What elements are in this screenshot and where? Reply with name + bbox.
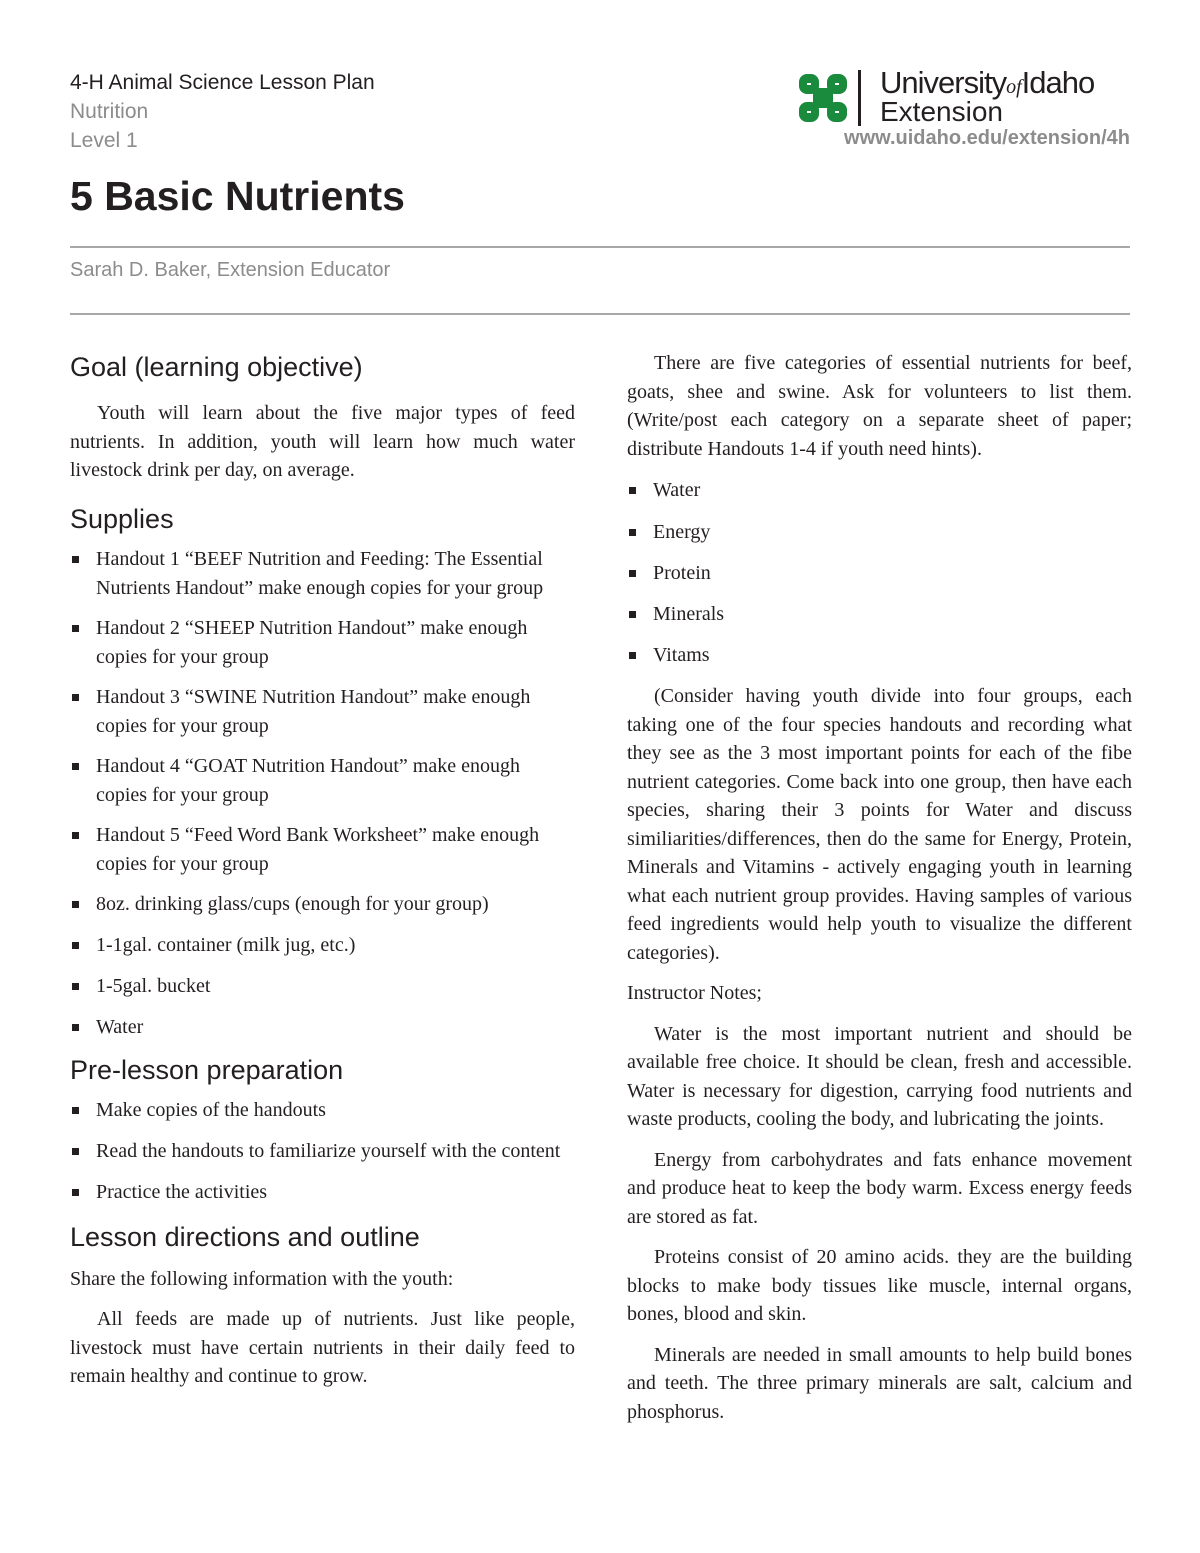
water-note: Water is the most important nutrient and should be available free choice. It should be clean, fresh and accessible. Water is necessary for digestion, carrying food nutrients and waste products, cooling the body, and lubricating the joints. [627,1022,1132,1130]
consider-text: (Consider having youth divide into four groups, each taking one of the four species handouts and recording what they see as the 3 most important points for each of the fibe nutrient categories. Come back into one group, then have each species, sharing their 3 points for Water and discuss similiarities/differences, then do the same for Energy, Protein, Minerals and Vitamins - actively engaging youth in learning what each nutrient group provides. Having samples of various feed ingredients would help youth to visualize the different categories). [627,685,1132,964]
list-item: Handout 3 “SWINE Nutrition Handout” make enough copies for your group [70,683,575,741]
goal-heading: Goal (learning objective) [70,352,363,382]
series-title: 4-H Animal Science Lesson Plan [70,71,375,94]
proteins-note: Proteins consist of 20 amino acids. they are the building blocks to make body tissues like muscle, internal organs, bones, blood and skin. [627,1246,1132,1325]
page-title: 5 Basic Nutrients [70,173,405,219]
list-item: Read the handouts to familiarize yourself with the content [70,1137,575,1166]
logo-extension: Extension [880,96,1003,127]
divider-bottom [70,313,1130,315]
list-item: Make copies of the handouts [70,1096,575,1125]
author-line: Sarah D. Baker, Extension Educator [70,259,391,281]
list-item: Protein [627,559,1132,588]
list-item: 8oz. drinking glass/cups (enough for your group) [70,890,575,919]
prelesson-list [70,1096,575,1207]
lesson-text: All feeds are made up of nutrients. Just like people, livestock must have certain nutrients in their daily feed to remain healthy and continue to grow. [70,1308,575,1387]
supplies-list [70,545,575,1042]
series-topic: Nutrition [70,100,149,123]
logo-university-name: UniversityofIdaho [880,65,1095,100]
left-column [70,345,575,1391]
supplies-heading: Supplies [70,503,174,534]
right-column [627,345,1132,1426]
logo-divider [858,70,861,126]
list-item: Handout 2 “SHEEP Nutrition Handout” make enough copies for your group [70,614,575,672]
lesson-share-text: Share the following information with the youth: [70,1267,454,1290]
minerals-note: Minerals are needed in small amounts to help build bones and teeth. The three primary minerals are salt, calcium and phosphorus. [627,1343,1132,1423]
prelesson-heading: Pre-lesson preparation [70,1054,344,1085]
list-item: Minerals [627,600,1132,629]
goal-text: Youth will learn about the five major types of feed nutrients. In addition, youth will learn how much water livestock drink per day, on average. [70,402,575,481]
list-item: 1-5gal. bucket [70,972,575,1001]
series-level: Level 1 [70,129,138,152]
list-item: 1-1gal. container (milk jug, etc.) [70,931,575,960]
list-item: Water [627,476,1132,505]
nutrient-list [627,476,1132,670]
intro-text: There are five categories of essential nutrients for beef, goats, shee and swine. Ask for volunteers to list them. (Write/post each category on a separate sheet of paper; distribute Handouts 1-4 if youth need hints). [627,352,1132,460]
list-item: Practice the activities [70,1178,575,1207]
list-item: Energy [627,518,1132,547]
instructor-notes-label: Instructor Notes; [627,982,762,1004]
divider-top [70,246,1130,248]
university-logo [795,65,1130,128]
energy-note: Energy from carbohydrates and fats enhance movement and produce heat to keep the body warm. Excess energy feeds are stored as fat. [627,1148,1132,1228]
list-item: Handout 1 “BEEF Nutrition and Feeding: The Essential Nutrients Handout” make enough copies for your group [70,545,575,603]
lesson-heading: Lesson directions and outline [70,1221,420,1252]
series-info [70,68,375,155]
clover-icon [795,70,851,126]
list-item: Water [70,1013,575,1042]
list-item: Handout 4 “GOAT Nutrition Handout” make enough copies for your group [70,752,575,810]
list-item: Vitams [627,641,1132,670]
list-item: Handout 5 “Feed Word Bank Worksheet” make enough copies for your group [70,821,575,879]
extension-url[interactable]: www.uidaho.edu/extension/4h [844,127,1130,149]
